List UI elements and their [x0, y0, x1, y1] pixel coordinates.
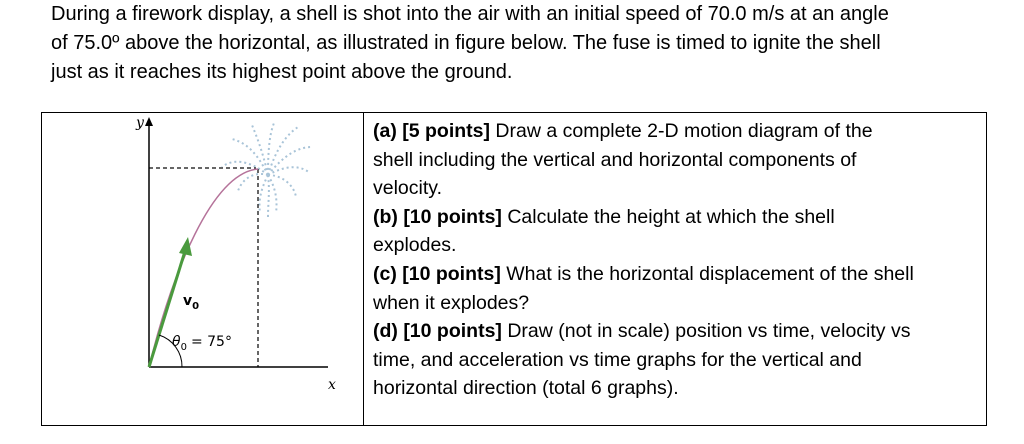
problem-statement-line-2: of 75.0º above the horizontal, as illustrated in figure below. The fuse is timed to ignite the shell — [51, 32, 881, 54]
question-b-line-2: explodes. — [373, 234, 457, 257]
question-d-label: (d) [10 points] — [373, 320, 502, 343]
question-d-line-2: time, and acceleration vs time graphs for the vertical and — [373, 348, 862, 371]
question-a-line-3: velocity. — [373, 177, 442, 200]
problem-statement — [51, 0, 991, 87]
projectile-diagram — [42, 113, 362, 425]
y-axis-arrow-icon — [145, 117, 153, 126]
question-c-line-1: What is the horizontal displacement of the shell — [500, 262, 914, 285]
question-c-label: (c) [10 points] — [373, 262, 501, 285]
question-d — [373, 317, 978, 403]
question-d-line-1: Draw (not in scale) position vs time, velocity vs — [501, 320, 911, 343]
question-c-line-2: when it explodes? — [373, 291, 530, 314]
problem-table — [41, 112, 987, 426]
question-d-line-3: horizontal direction (total 6 graphs). — [373, 377, 679, 400]
y-axis-label: y — [136, 115, 144, 131]
velocity-arrowhead-icon — [179, 237, 192, 256]
angle-label: $\theta_0 = 75^\circ$ — [172, 334, 232, 353]
projectile-figure — [42, 113, 364, 425]
question-a-line-2: shell including the vertical and horizontal components of — [373, 148, 857, 171]
problem-statement-line-3: just as it reaches its highest point above the ground. — [51, 61, 513, 83]
firework-burst-icon — [222, 123, 312, 217]
questions-panel — [364, 113, 986, 425]
question-a-line-1: Draw a complete 2-D motion diagram of the — [490, 120, 873, 142]
question-b — [373, 203, 978, 260]
question-a-label: (a) [5 points] — [373, 120, 490, 142]
question-c — [373, 260, 978, 317]
problem-statement-line-1: During a firework display, a shell is shot into the air with an initial speed of 70.0 m/s at an angle — [51, 3, 889, 25]
velocity-label: $v_0$ — [183, 293, 200, 312]
question-b-label: (b) [10 points] — [373, 205, 502, 228]
question-b-line-1: Calculate the height at which the shell — [501, 205, 835, 228]
question-a — [373, 117, 978, 203]
x-axis-label: x — [328, 377, 336, 393]
